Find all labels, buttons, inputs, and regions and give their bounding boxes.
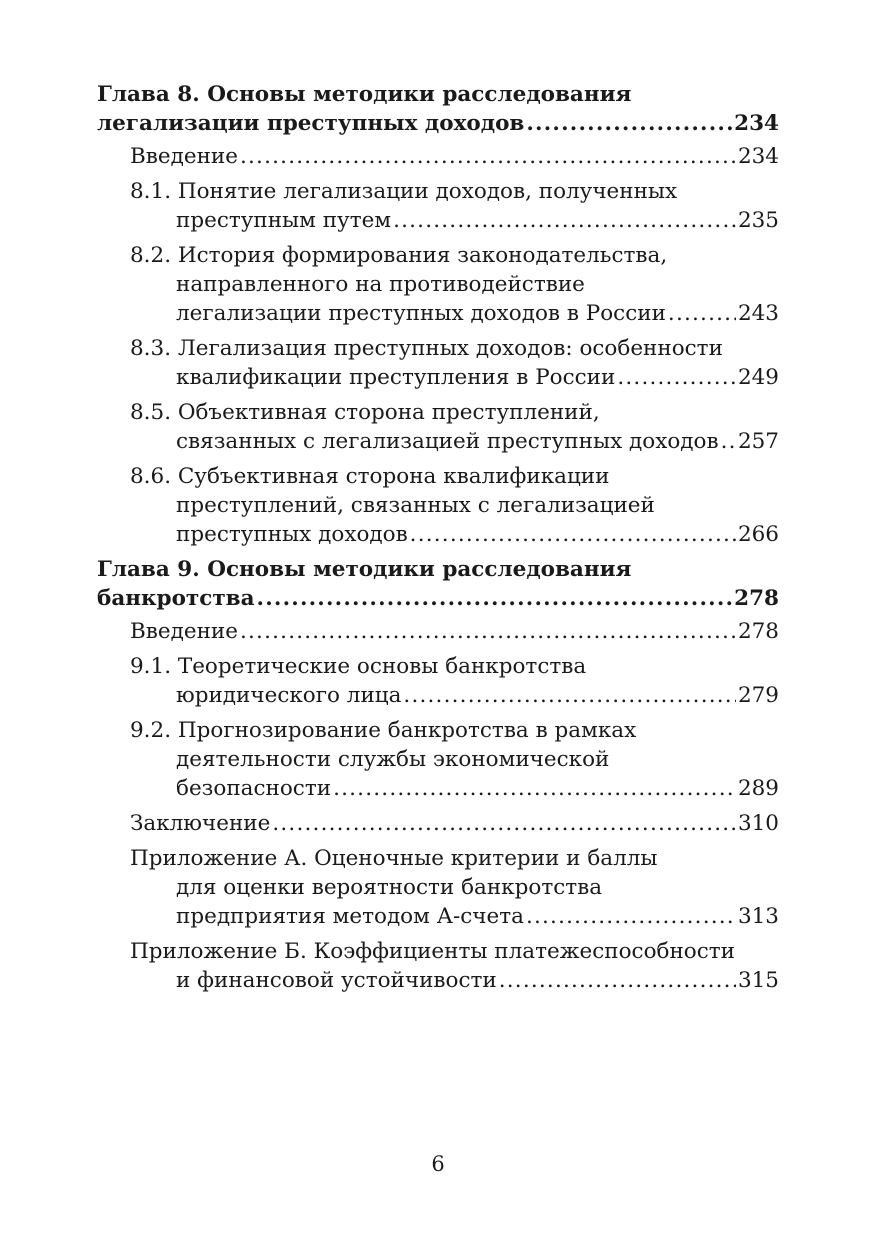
dot-leader	[257, 584, 733, 613]
chapter-9-title-line-2: банкротства	[97, 586, 255, 611]
dot-leader	[240, 617, 736, 646]
entry-title-line-1: 8.5. Объективная сторона преступлений,	[130, 400, 600, 425]
toc-entry-conclusion[interactable]	[97, 809, 779, 838]
entry-title: Введение	[130, 619, 238, 644]
page-number: 6	[431, 1152, 445, 1176]
entry-title-line-1: Приложение Б. Коэффициенты платежеспособности	[130, 939, 736, 964]
entry-page: 313	[737, 904, 779, 929]
entry-title-line-1: 8.6. Субъективная сторона квалификации	[130, 464, 610, 489]
entry-page: 310	[737, 811, 779, 836]
toc-entry-8-3[interactable]	[97, 334, 779, 392]
toc-chapter-8[interactable]	[97, 80, 779, 138]
entry-title-line-2: связанных с легализацией преступных доходов	[176, 429, 719, 454]
dot-leader	[526, 109, 732, 138]
dot-leader	[393, 206, 736, 235]
entry-title-line-1: 9.2. Прогнозирование банкротства в рамках	[130, 718, 637, 743]
entry-page: 257	[737, 429, 779, 454]
entry-title-line-2: деятельности службы экономической	[176, 747, 610, 772]
dot-leader	[240, 142, 736, 171]
dot-leader	[333, 774, 736, 803]
entry-title-line-1: 9.1. Теоретические основы банкротства	[130, 654, 587, 679]
dot-leader	[668, 299, 736, 328]
entry-title-line-3: преступных доходов	[176, 522, 408, 547]
entry-page: 278	[737, 619, 779, 644]
dot-leader	[272, 809, 736, 838]
entry-title: Заключение	[130, 811, 271, 836]
entry-page: 249	[737, 365, 779, 390]
entry-title-line-2: квалификации преступления в России	[176, 365, 616, 390]
toc-entry-8-5[interactable]	[97, 398, 779, 456]
table-of-contents	[97, 80, 779, 1001]
entry-page: 234	[737, 144, 779, 169]
chapter-8-page: 234	[734, 111, 779, 136]
entry-title-line-3: предприятия методом А-счета	[176, 904, 524, 929]
chapter-9-title-line-1: Глава 9. Основы методики расследования	[97, 557, 632, 582]
entry-page: 266	[737, 522, 779, 547]
entry-title-line-2: юридического лица	[176, 683, 402, 708]
toc-entry-9-2[interactable]	[97, 716, 779, 803]
dot-leader	[617, 363, 736, 392]
dot-leader	[499, 966, 736, 995]
toc-entry-9-1[interactable]	[97, 652, 779, 710]
entry-page: 235	[737, 208, 779, 233]
entry-page: 243	[737, 301, 779, 326]
toc-entry-appendix-b[interactable]	[97, 937, 779, 995]
entry-title-line-2: преступным путем	[176, 208, 392, 233]
entry-title-line-1: Приложение А. Оценочные критерии и баллы	[130, 846, 658, 871]
chapter-9-page: 278	[734, 586, 779, 611]
toc-entry-8-1[interactable]	[97, 177, 779, 235]
entry-title-line-2: направленного на противодействие	[176, 272, 585, 297]
entry-title-line-1: 8.3. Легализация преступных доходов: особенности	[130, 336, 723, 361]
dot-leader	[410, 520, 736, 549]
dot-leader	[526, 902, 736, 931]
entry-title-line-2: и финансовой устойчивости	[176, 968, 497, 993]
entry-title-line-2: для оценки вероятности банкротства	[176, 875, 603, 900]
toc-entry-ch8-intro[interactable]	[97, 142, 779, 171]
entry-title-line-1: 8.2. История формирования законодательства,	[130, 243, 668, 268]
toc-chapter-9[interactable]	[97, 555, 779, 613]
entry-title-line-2: преступлений, связанных с легализацией	[176, 493, 655, 518]
dot-leader	[403, 681, 736, 710]
entry-page: 315	[737, 968, 779, 993]
toc-entry-8-6[interactable]	[97, 462, 779, 549]
toc-entry-appendix-a[interactable]	[97, 844, 779, 931]
dot-leader	[721, 427, 736, 456]
entry-title: Введение	[130, 144, 238, 169]
entry-page: 279	[737, 683, 779, 708]
chapter-8-title-line-1: Глава 8. Основы методики расследования	[97, 82, 632, 107]
entry-page: 289	[737, 776, 779, 801]
entry-title-line-3: безопасности	[176, 776, 332, 801]
entry-title-line-1: 8.1. Понятие легализации доходов, полученных	[130, 179, 678, 204]
toc-entry-ch9-intro[interactable]	[97, 617, 779, 646]
entry-title-line-3: легализации преступных доходов в России	[176, 301, 666, 326]
chapter-8-title-line-2: легализации преступных доходов	[97, 111, 525, 136]
toc-entry-8-2[interactable]	[97, 241, 779, 328]
